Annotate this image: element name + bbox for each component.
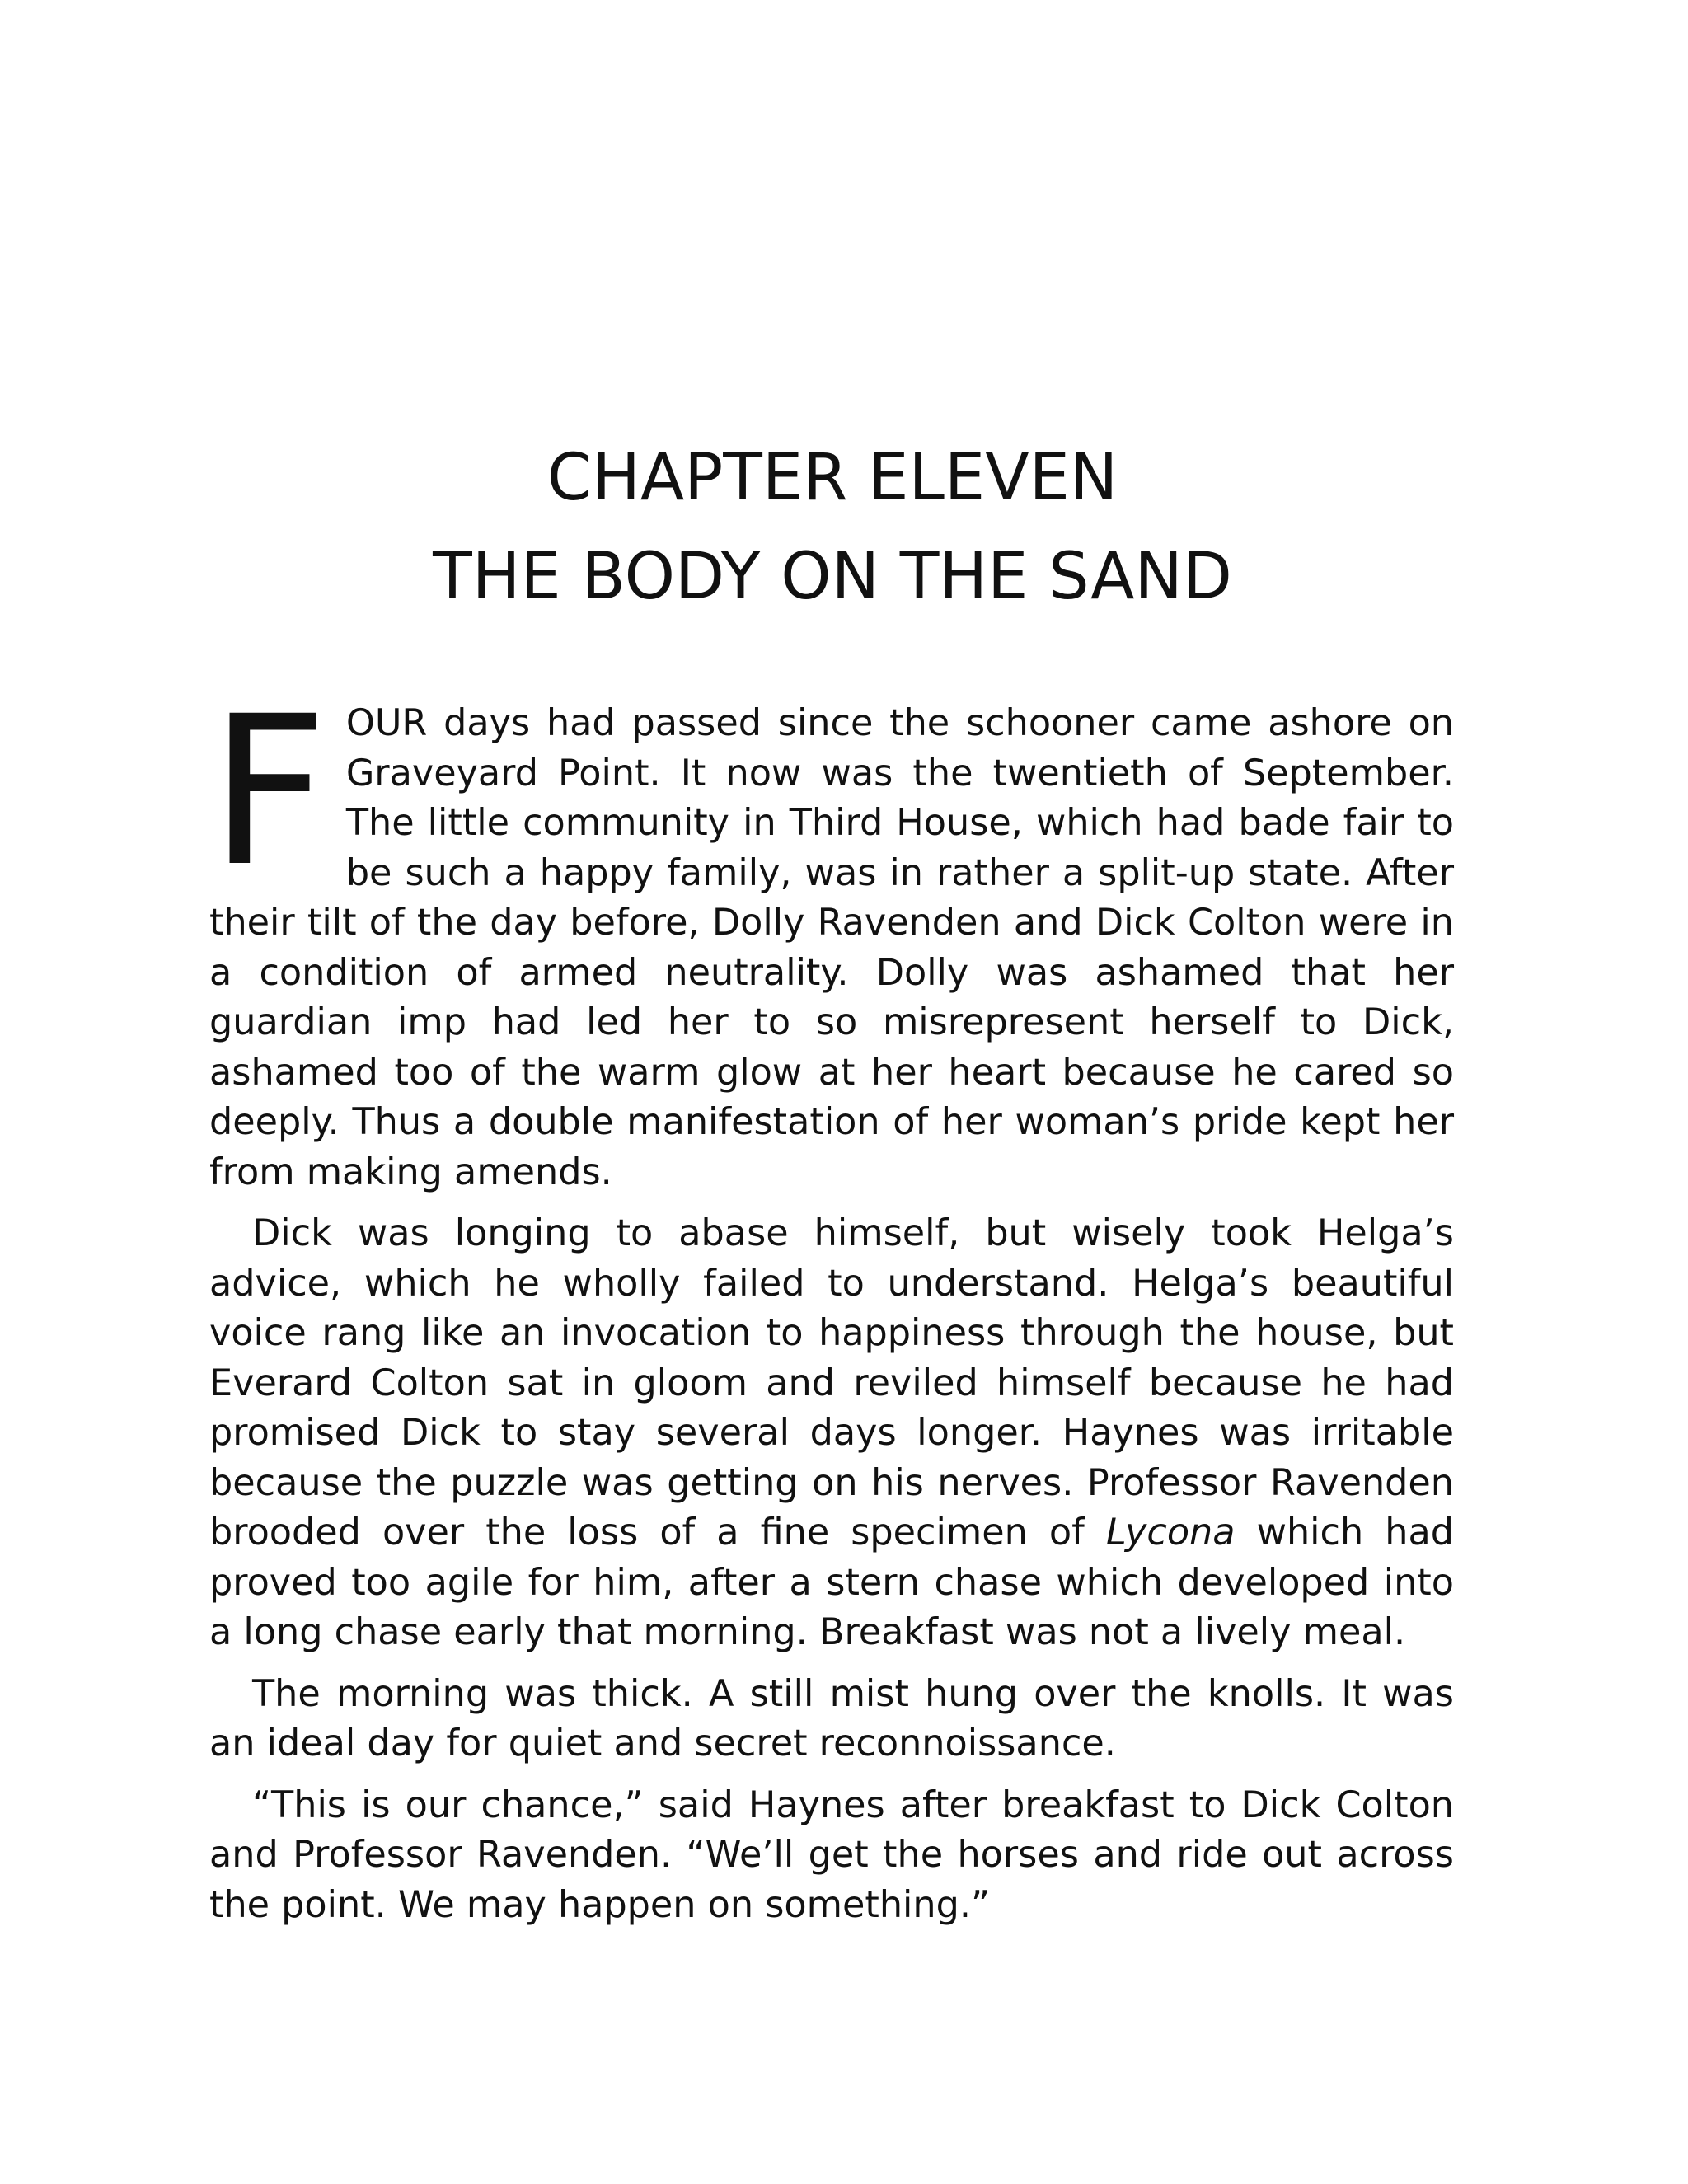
chapter-title: THE BODY ON THE SAND bbox=[433, 540, 1232, 614]
chapter-number: CHAPTER ELEVEN bbox=[546, 441, 1118, 515]
paragraph-1 bbox=[209, 672, 1454, 1197]
drop-cap: F bbox=[209, 672, 328, 912]
paragraph-2 bbox=[209, 1209, 1454, 1658]
paragraph-4: “This is our chance,” said Haynes after breakfast to Dick Colton and Professor Ravenden. “We’ll get the horses and ride out across the point. We may happen on something.” bbox=[209, 1783, 1454, 1926]
paragraph-3: The morning was thick. A still mist hung over the knolls. It was an ideal day for quiet and secret reconnoissance. bbox=[209, 1672, 1454, 1765]
paragraph-1-text: OUR days had passed since the schooner came ashore on Graveyard Point. It now was the twentieth of September. The little community in Third House, which had bade fair to be such a happy family, was in rather a split-up state. After their tilt of the day before, Dolly Ravenden and Dick Colton were in a condition of armed neutrality. Dolly was ashamed that her guardian imp had led her to so misrepresent herself to Dick, ashamed too of the warm glow at her heart because he cared so deeply. Thus a double manifestation of her woman’s pride kept her from making amends. bbox=[209, 702, 1454, 1193]
species-name-italic: Lycona bbox=[1105, 1511, 1236, 1554]
paragraph-2-text-end: which had proved too agile for him, after a stern chase which developed into a long chase early that morning. Breakfast was not a lively meal. bbox=[209, 1511, 1454, 1653]
chapter-body bbox=[209, 672, 1454, 1942]
paragraph-2-text-start: Dick was longing to abase himself, but wisely took Helga’s advice, which he wholly failed to understand. Helga’s beautiful voice rang like an invocation to happiness through the house, but Everard Colton sat in gloom and reviled himself because he had promised Dick to stay several days longer. Haynes was irritable because the puzzle was getting on his nerves. Professor Ravenden brooded over the loss of a fine specimen of bbox=[209, 1212, 1454, 1554]
